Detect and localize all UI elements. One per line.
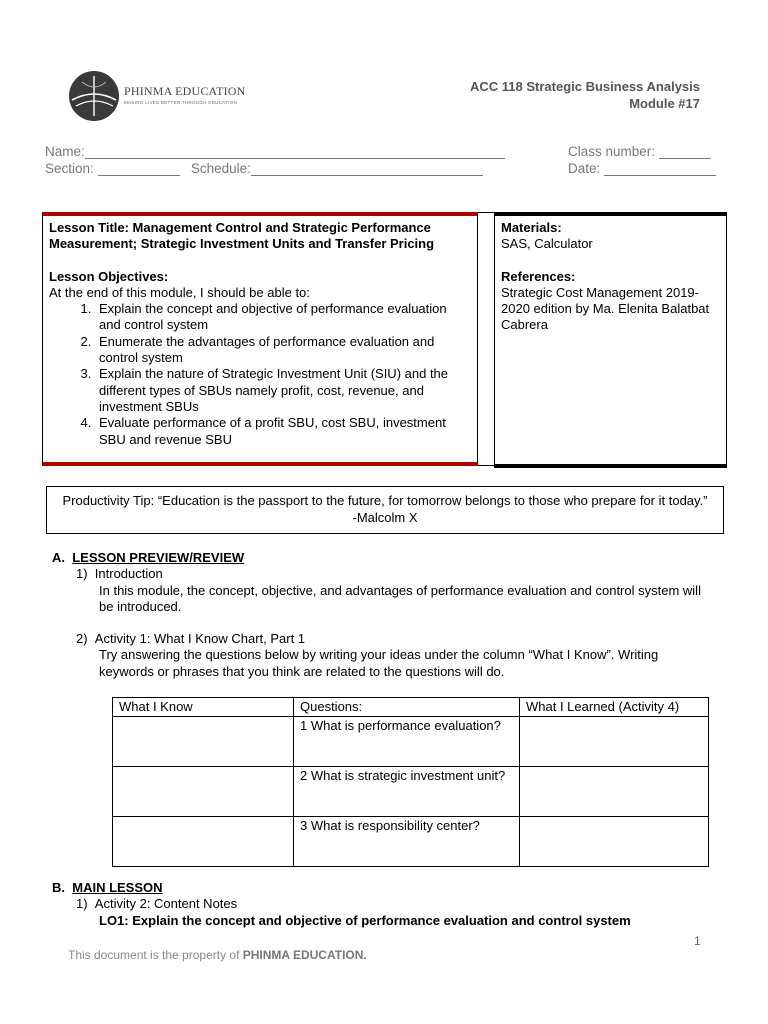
introduction-text: In this module, the concept, objective, and advantages of performance evaluation and control system will be introduced. (99, 582, 701, 614)
objective-item: 2. Enumerate the advantages of performance evaluation and control system (95, 334, 471, 367)
section-b-heading (52, 880, 732, 896)
section-blank[interactable] (98, 162, 180, 176)
productivity-tip: Productivity Tip: “Education is the passport to the future, for tomorrow belongs to those who prepare for it today.” -Malcolm X (46, 486, 724, 534)
what-i-know-table (112, 697, 709, 867)
item-number: 1) (76, 566, 88, 582)
answer-cell[interactable] (113, 817, 294, 867)
section-a-heading (52, 550, 712, 566)
phinma-logo (68, 70, 246, 122)
learned-cell[interactable] (520, 767, 709, 817)
activity1-instructions: Try answering the questions below by writing your ideas under the column “What I Know”. Writing keywords or phrases that you think are related to the questions will do. (99, 647, 659, 679)
section-schedule-field (45, 161, 483, 176)
section-a-letter: A. (52, 550, 65, 565)
materials-heading: Materials: (501, 220, 562, 235)
lo1-heading: LO1: Explain the concept and objective of performance evaluation and control system (99, 912, 631, 928)
learned-cell[interactable] (520, 717, 709, 767)
table-row (113, 717, 709, 767)
header-questions: Questions: (294, 698, 520, 717)
course-title: ACC 118 Strategic Business Analysis (469, 79, 700, 94)
objectives-intro: At the end of this module, I should be able to: (49, 284, 310, 300)
item-number: 1) (76, 896, 88, 912)
class-number-label: Class number: (568, 144, 656, 159)
question-cell: 1 What is performance evaluation? (294, 717, 520, 767)
question-cell: 3 What is responsibility center? (294, 817, 520, 867)
materials-text: SAS, Calculator (501, 236, 593, 252)
objective-item: 4. Evaluate performance of a profit SBU, cost SBU, investment SBU and revenue SBU (95, 415, 471, 448)
item-number: 2) (76, 631, 88, 647)
references-heading: References: (501, 268, 576, 284)
date-label: Date: (568, 161, 601, 176)
schedule-label: Schedule: (190, 161, 251, 176)
introduction-title: Introduction (94, 566, 163, 582)
section-label: Section: (45, 161, 94, 176)
footer-prefix: This document is the property of (68, 948, 243, 962)
activity1-title: Activity 1: What I Know Chart, Part 1 (94, 631, 306, 647)
footer-owner: PHINMA EDUCATION. (242, 948, 367, 962)
objectives-list (49, 301, 471, 448)
section-a-item1 (52, 566, 712, 582)
header-what-i-learned: What I Learned (Activity 4) (520, 698, 709, 717)
logo-emblem-icon (68, 70, 120, 122)
learned-cell[interactable] (520, 817, 709, 867)
date-field (568, 161, 716, 176)
objective-item: 3. Explain the nature of Strategic Investment Unit (SIU) and the different types of SBUs namely profit, cost, revenue, and investment SBUs (95, 366, 471, 415)
class-number-field (568, 144, 711, 159)
class-number-blank[interactable] (659, 145, 711, 159)
table-header-row (113, 698, 709, 717)
materials-box (494, 212, 727, 468)
module-number: Module #17 (629, 96, 700, 111)
logo-name: PHINMA EDUCATION (124, 84, 246, 98)
section-b (52, 880, 732, 929)
name-label: Name: (45, 144, 85, 159)
date-blank[interactable] (604, 162, 716, 176)
schedule-blank[interactable] (251, 162, 483, 176)
answer-cell[interactable] (113, 717, 294, 767)
table-row (113, 767, 709, 817)
section-a (52, 550, 712, 680)
page-number: 1 (694, 934, 701, 948)
lesson-box (42, 212, 478, 466)
course-heading (470, 78, 700, 112)
objectives-heading: Lesson Objectives: (49, 268, 169, 284)
table-row (113, 817, 709, 867)
footer-note (68, 948, 367, 962)
section-b-item1 (52, 896, 732, 912)
divider-cell (478, 212, 495, 466)
lesson-title: Lesson Title: Management Control and Strategic Performance Measurement; Strategic Investment Units and Transfer Pricing (49, 220, 435, 252)
section-a-item2 (52, 631, 712, 647)
section-b-letter: B. (52, 880, 65, 895)
section-a-title: LESSON PREVIEW/REVIEW (72, 550, 245, 565)
objective-item: 1. Explain the concept and objective of performance evaluation and control system (95, 301, 471, 334)
header-what-i-know: What I Know (113, 698, 294, 717)
activity2-title: Activity 2: Content Notes (94, 896, 238, 912)
question-cell: 2 What is strategic investment unit? (294, 767, 520, 817)
references-text: Strategic Cost Management 2019-2020 edition by Ma. Elenita Balatbat Cabrera (501, 284, 710, 333)
name-blank[interactable] (85, 145, 505, 159)
logo-tagline: MAKING LIVES BETTER THROUGH EDUCATION (124, 100, 238, 105)
section-b-title: MAIN LESSON (72, 880, 163, 895)
name-field (45, 144, 505, 159)
answer-cell[interactable] (113, 767, 294, 817)
